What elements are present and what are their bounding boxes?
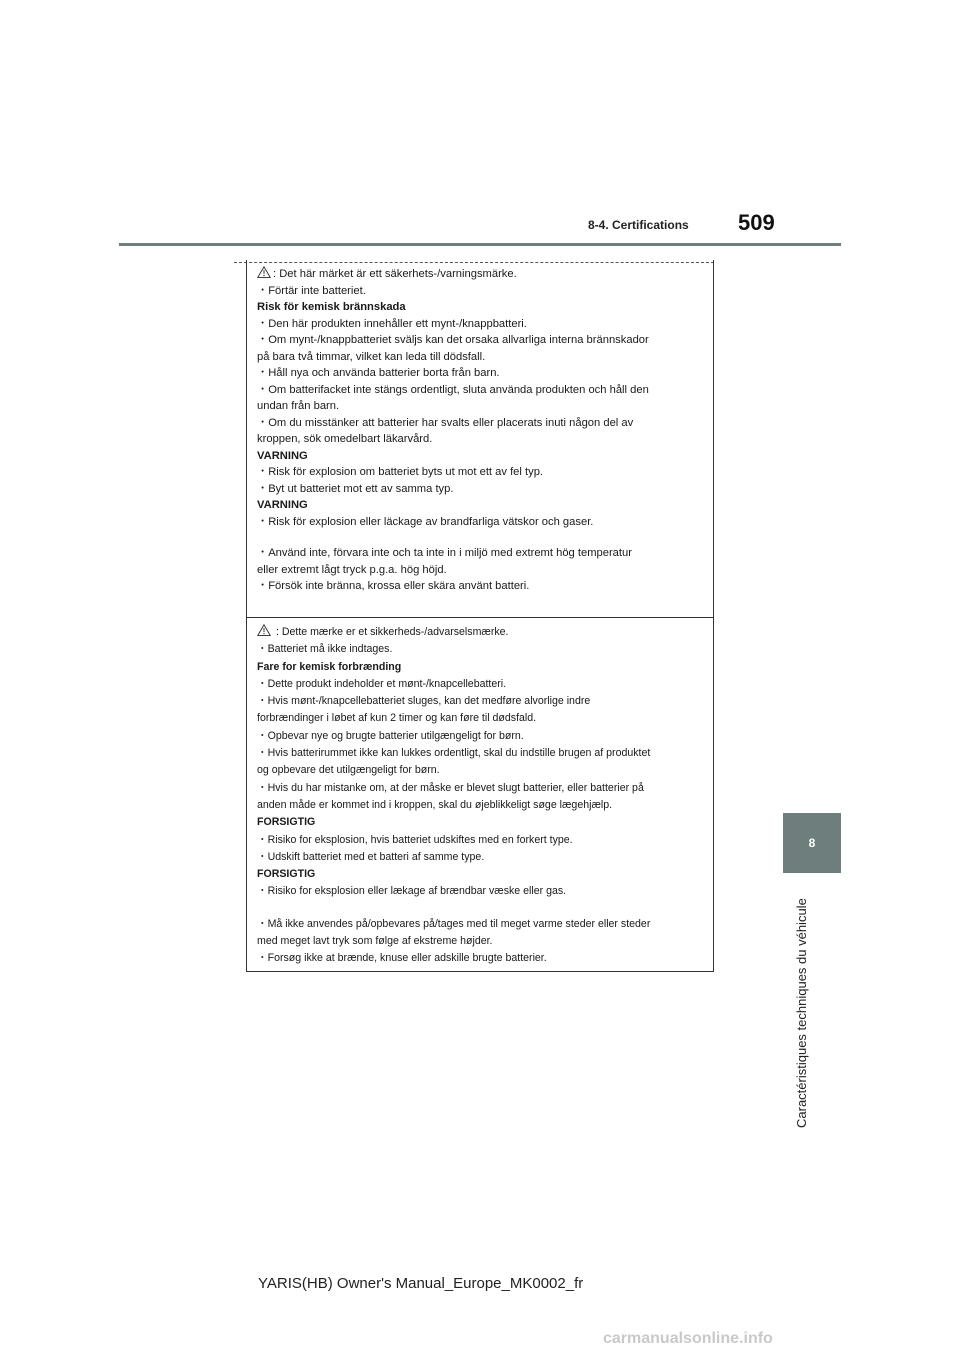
notice-line: anden måde er kommet ind i kroppen, skal du øjeblikkeligt søge lægehjælp. — [257, 798, 613, 811]
notice-line: ・Risk för explosion om batteriet byts ut mot ett av fel typ. — [257, 466, 544, 478]
notice-line: ・Risiko for eksplosion, hvis batteriet udskiftes med en forkert type. — [257, 833, 573, 846]
notice-line: ・Den här produkten innehåller ett mynt-/knappbatteri. — [257, 317, 527, 330]
chapter-side-title — [787, 882, 813, 1128]
notice-heading: Fare for kemisk forbrænding — [257, 660, 402, 673]
notice-line: undan från barn. — [257, 400, 340, 412]
notice-line: ・Risiko for eksplosion eller lækage af brændbar væske eller gas. — [257, 885, 567, 898]
notice-line: kroppen, sök omedelbart läkarvård. — [257, 433, 433, 445]
chapter-number: 8 — [808, 836, 816, 850]
swedish-notice — [257, 266, 705, 595]
battery-warning-notice — [246, 260, 714, 972]
notice-line: : Dette mærke er et sikkerheds-/advarselsmærke. — [257, 624, 705, 641]
page-number: 509 — [738, 210, 775, 235]
danish-notice — [257, 624, 705, 968]
header-rule — [119, 243, 841, 246]
notice-heading: Risk för kemisk brännskada — [257, 301, 406, 313]
notice-line: ・Använd inte, förvara inte och ta inte in i miljö med extremt hög temperatur — [257, 547, 632, 559]
notice-line: ・Hvis du har mistanke om, at der måske er blevet slugt batterier, eller batterier på — [257, 781, 644, 794]
notice-line: ・Förtär inte batteriet. — [257, 284, 366, 297]
chapter-title: Caractéristiques techniques du véhicule — [794, 898, 809, 1128]
notice-line: på bara två timmar, vilket kan leda till dödsfall. — [257, 350, 486, 363]
notice-line: ・Om du misstänker att batterier har svalts eller placerats inuti någon del av — [257, 416, 634, 429]
notice-line: ・Opbevar nye og brugte batterier utilgængeligt for børn. — [257, 729, 524, 742]
notice-heading: VARNING — [257, 449, 308, 462]
notice-line: forbrændinger i løbet af kun 2 timer og kan føre til dødsfald. — [257, 712, 537, 725]
box-bottom-rule — [247, 971, 713, 972]
notice-line: ・Dette produkt indeholder et mønt-/knapcellebatteri. — [257, 677, 507, 690]
chapter-tab — [783, 813, 841, 873]
notice-heading: FORSIGTIG — [257, 868, 316, 881]
notice-line: ・Hvis mønt-/knapcellebatteriet sluges, kan det medføre alvorlige indre — [257, 695, 591, 708]
language-divider — [247, 617, 713, 618]
warning-triangle-icon — [257, 624, 271, 636]
notice-line: ・Om mynt-/knappbatteriet sväljs kan det orsaka allvarliga interna brännskador — [257, 334, 649, 346]
notice-line: ・Må ikke anvendes på/opbevares på/tages med til meget varme steder eller steder — [257, 917, 651, 930]
footer-text: YARIS(HB) Owner's Manual_Europe_MK0002_fr — [258, 1275, 584, 1292]
notice-line: ・Hvis batterirummet ikke kan lukkes ordentligt, skal du indstille brugen af produktet — [257, 747, 651, 760]
notice-heading: FORSIGTIG — [257, 816, 316, 829]
notice-line: med meget lavt tryk som følge af ekstreme højder. — [257, 935, 493, 948]
notice-line: eller extremt lågt tryck p.g.a. hög höjd. — [257, 563, 447, 576]
notice-line: ・Batteriet må ikke indtages. — [257, 643, 393, 656]
watermark: carmanualsonline.info — [603, 1330, 773, 1347]
notice-line: ・Byt ut batteriet mot ett av samma typ. — [257, 482, 454, 495]
notice-line: ・Udskift batteriet med et batteri af samme type. — [257, 850, 485, 863]
notice-heading: VARNING — [257, 499, 308, 511]
section-title: 8-4. Certifications — [588, 218, 689, 232]
notice-line: ・Risk för explosion eller läckage av brandfarliga vätskor och gaser. — [257, 515, 594, 528]
notice-line: ・Om batterifacket inte stängs ordentligt, sluta använda produkten och håll den — [257, 383, 649, 396]
notice-line: ・Håll nya och använda batterier borta från barn. — [257, 367, 500, 379]
notice-line: ・Forsøg ikke at brænde, knuse eller adskille brugte batterier. — [257, 952, 547, 965]
notice-line: og opbevare det utilgængeligt for børn. — [257, 764, 440, 777]
warning-triangle-icon — [257, 266, 271, 278]
notice-line: : Det här märket är ett säkerhets-/varningsmärke. — [257, 266, 705, 283]
notice-line: ・Försök inte bränna, krossa eller skära använt batteri. — [257, 580, 530, 592]
